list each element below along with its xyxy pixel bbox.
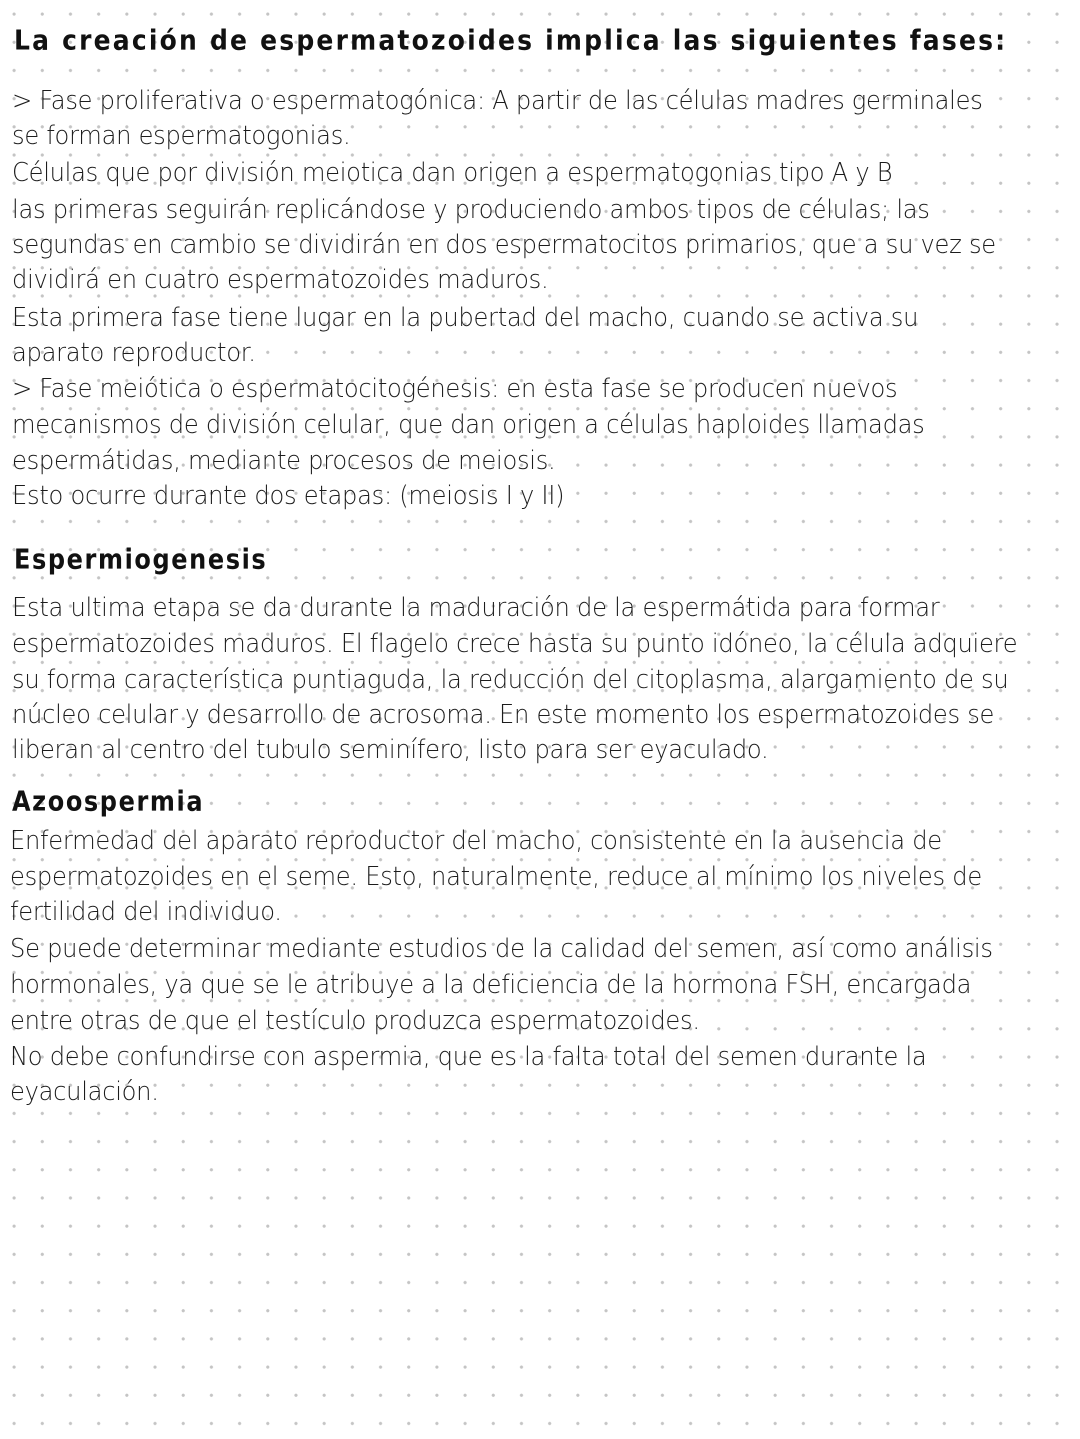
text-line: Células que por división meiotica dan origen a espermatogonias tipo A y B <box>12 158 893 188</box>
text-line: mecanismos de división celular, que dan origen a células haploides llamadas <box>12 410 925 440</box>
text-line: No debe confundirse con aspermia, que es la falta total del semen durante la <box>10 1042 927 1072</box>
text-line: espermatozoides maduros. El flagelo crece hasta su punto idóneo, la célula adquiere <box>12 629 1018 659</box>
text-line: Se puede determinar mediante estudios de la calidad del semen, así como análisis <box>10 934 993 964</box>
text-line: Enfermedad del aparato reproductor del macho, consistente en la ausencia de <box>10 826 942 856</box>
text-line: aparato reproductor. <box>12 338 256 368</box>
text-line: segundas en cambio se dividirán en dos espermatocitos primarios, que a su vez se <box>12 230 996 260</box>
text-line: hormonales, ya que se le atribuye a la deficiencia de la hormona FSH, encargada <box>10 970 972 1000</box>
text-line: espermatozoides en el seme. Esto, naturalmente, reduce al mínimo los niveles de <box>10 862 982 892</box>
text-line: su forma característica puntiaguda, la reducción del citoplasma, alargamiento de su <box>12 665 1009 695</box>
text-line: núcleo celular y desarrollo de acrosoma. En este momento los espermatozoides se <box>12 700 995 730</box>
text-line: espermátidas, mediante procesos de meiosis. <box>12 446 556 476</box>
text-line: las primeras seguirán replicándose y produciendo ambos tipos de células; las <box>12 195 930 225</box>
section-heading-azoospermia: Azoospermia <box>12 785 205 818</box>
text-line: Esto ocurre durante dos etapas: (meiosis I y II) <box>12 481 565 511</box>
text-line: fertilidad del individuo. <box>10 897 282 927</box>
text-line: eyaculación. <box>10 1077 159 1107</box>
text-line: > Fase proliferativa o espermatogónica: A partir de las células madres germinales <box>12 86 983 116</box>
text-line: entre otras de que el testículo produzca espermatozoides. <box>10 1006 700 1036</box>
text-line: se forman espermatogonias. <box>12 121 351 151</box>
text-line: liberan al centro del tubulo seminífero, listo para ser eyaculado. <box>12 735 769 765</box>
text-line: dividirá en cuatro espermatozoides maduros. <box>12 265 549 295</box>
text-line: Esta primera fase tiene lugar en la pubertad del macho, cuando se activa su <box>12 303 919 333</box>
text-line: > Fase meiótica o espermatocitogénesis: en esta fase se producen nuevos <box>12 374 898 404</box>
page-title: La creación de espermatozoides implica las siguientes fases: <box>14 24 1008 56</box>
section-heading-espermiogenesis: Espermiogenesis <box>14 543 268 576</box>
text-line: Esta ultima etapa se da durante la maduración de la espermátida para formar <box>12 593 940 623</box>
